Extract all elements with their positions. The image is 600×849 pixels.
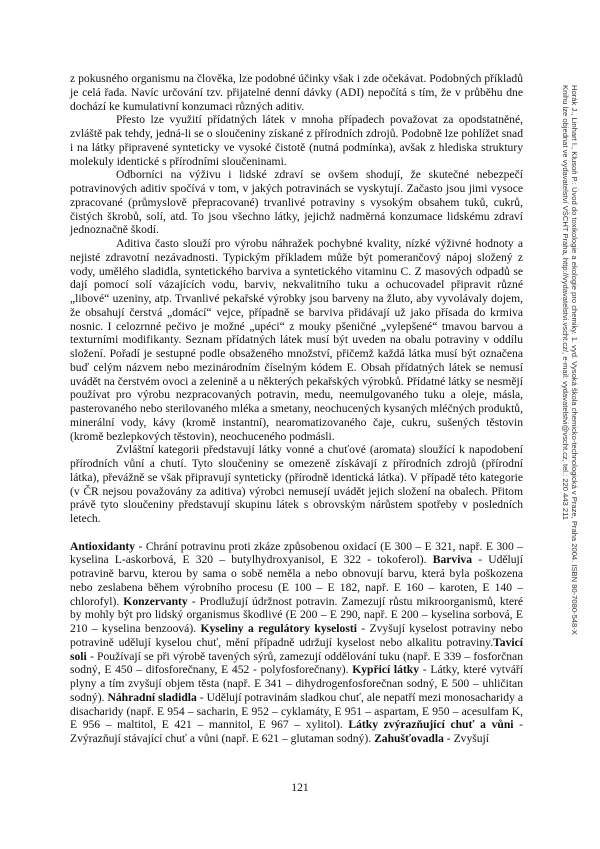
glossary-definition: - Udělují potravině barvu, kterou by sama o sobě neměla a nebo obnovují barvu, která byla poškozena nebo zeslabena během výrobního procesu (E 100 – E 182, např. E 160 – karoten, E 140 – chlorofyl). <box>70 553 524 608</box>
citation-line: Horák J., Linhart I., Klusoň P.: Úvod do toxikologie a ekologie pro chemiky. 1. vyd. Vysoká škola chemicko-technologická v Praze, Praha 2004. ISBN 80-7080-548-X <box>570 85 579 635</box>
glossary-definition: - Udělují potravinám sladkou chuť, ale nepatří mezi monosacharidy a disacharidy (např. E 954 – sacharin, E 952 – cyklamáty, E 951 – aspartam, E 950 – acesulfam K, E 956 – maltitol, E 421 – mannitol, E 967 – xylitol). <box>70 690 523 732</box>
glossary-definition: - Prodlužují údržnost potravin. Zamezují růstu mikroorganismů, které by mohly být pro lidský organismus škodlivé (E 200 – E 290, např. E 200 – kyselina sorbová, E 210 – kyselina benzoová). <box>70 594 524 635</box>
glossary-definition: - Zvyšují <box>443 732 489 745</box>
glossary-term: Náhradní sladidla <box>107 690 197 704</box>
glossary-definition: - Chrání potravinu proti zkáze způsobenou oxidací (E 300 – E 321, např. E 300 – kyselina L-askorbová, E 320 – butylhydroxyanisol, E 322 - tokoferol). <box>70 539 523 567</box>
glossary-term: Konzervanty <box>123 594 188 608</box>
citation-side-note <box>561 85 578 635</box>
glossary-term: Barviva <box>432 553 473 567</box>
paragraph-4: Aditiva často slouží pro výrobu náhražek pochybné kvality, nízké výživné hodnoty a nejisté zdravotní nezávadnosti. Typickým příkladem může být pomerančový nápoj složený z vody, umělého sladidla, syntetického barviva a syntetického vitaminu C. Z masových odpadů se dají pomocí solí vázajících vodu, barviv, nekvalitního tuku a ochucovadel připravit různé „libové“ uzeniny, atp. Trvanlivé pekařské výrobky jsou barveny na žluto, aby vyvolávaly dojem, že obsahují čerstvá „domácí“ vejce, případně se barviva přidávají už jako přísada do krmiva nosnic. I celozrnné pečivo je možné „upéci“ z mouky pšeničné „vylepšené“ tmavou barvou a texturními modifikanty. Seznam přídatných látek musí být uveden na obalu potraviny v oddílu složení. Pořadí je sestupné podle obsaženého množství, přičemž každá látka musí být označena buď celým názvem nebo mezinárodním číselným kódem E. Obsah přídatných látek se nemusí uvádět na čerstvém ovoci a zelenině a u některých pekařských výrobků. Přídatné látky se nesmějí používat pro výrobu nezpracovaných potravin, medu, neemulgovaného tuku a oleje, másla, pasterovaného nebo sterilovaného mléka a smetany, neochucených kysaných mléčných produktů, minerální vody, kávy (kromě instantní), nearomatizovaného čaje, cukru, sušených těstovin (kromě bezlepkových těstovin), neochuceného podmásli. <box>70 237 523 443</box>
paragraph-5: Zvláštní kategorii představují látky vonné a chuťové (aromata) sloužící k napodobení přírodních vůní a chutí. Tyto sloučeniny se omezeně získávají z přírodních zdrojů (přírodní látka), převážně se však připravují synteticky (přírodně identická látka). V případě této kategorie (v ČR nejsou považovány za aditiva) výrobci nemusejí uvádět jejich složení na obalech. Přitom právě tyto sloučeniny představují skupinu látek s obrovským nárůstem spotřeby v posledních letech. <box>70 443 523 525</box>
glossary-term: Látky zvýrazňující chuť a vůni <box>348 718 514 732</box>
paragraph-1: z pokusného organismu na člověka, lze podobné účinky však i zde očekávat. Podobných příkladů je celá řada. Navíc určování tzv. přijatelné denní dávky (ADI) nepočítá s tím, že v průběhu dne dochází ke kumulativní konzumaci různých aditiv. <box>70 72 523 113</box>
glossary-definition: - Používají se při výrobě tavených sýrů, zamezují oddělování tuku (např. E 339 – fosforčnan sodný, E 450 – difosforečnany, E 452 - polyfosforečnany). <box>70 649 523 677</box>
glossary-paragraph <box>70 540 523 746</box>
glossary-definition: - Látky, které vytváří plyny a tím zvyšují objem těsta (např. E 341 – dihydrogenfosforečnan sodný, E 500 – uhličitan sodný). <box>70 663 523 704</box>
glossary-definition: - Zvyšují kyselost potraviny nebo potravině udělují kyselou chuť, mění případně udržují kyselost nebo alkalitu potraviny. <box>70 622 523 649</box>
order-info-line: Knihu lze objednat ve vydavatelství VŠCHT Praha, http://vydavatelstvi.vscht.cz/, e-mail: vydavatelstvi@vscht.cz, tel.: 220 443 211 <box>561 85 571 520</box>
paragraph-2: Přesto lze využití přídatných látek v mnoha případech považovat za opodstatněné, zvláště pak tehdy, jedná-li se o sloučeniny získané z přírodních zdrojů. Podobně lze pohlížet snad i na látky připravené synteticky ve vysoké čistotě (nutná podmínka), avšak z hlediska struktury molekuly identické s přírodními sloučeninami. <box>70 113 523 168</box>
glossary-term: Zahušťovadla <box>374 732 444 745</box>
glossary-term: Kyseliny a regulátory kyselosti <box>200 622 357 635</box>
glossary-term: Tavicí soli <box>70 635 523 663</box>
page-number: 121 <box>291 781 309 794</box>
paragraph-3: Odborníci na výživu i lidské zdraví se ovšem shodují, že skutečné nebezpečí potravinových aditiv spočívá v tom, v jakých potravinách se vyskytují. Začasto jsou jimi vysoce zpracované (průmyslově přepracované) trvanlivé potraviny s vysokým obsahem tuků, cukrů, čistých škrobů, solí, atd. To jsou všechno látky, jejichž nadměrná konzumace lidskému zdraví jednoznačně škodí. <box>70 168 523 237</box>
glossary-definition: - Zvýrazňují stávající chuť a vůni (např. E 621 – glutaman sodný). <box>70 718 523 745</box>
glossary-term: Antioxidanty <box>70 539 136 553</box>
body-text <box>70 72 523 746</box>
glossary-term: Kypřicí látky <box>352 663 420 677</box>
